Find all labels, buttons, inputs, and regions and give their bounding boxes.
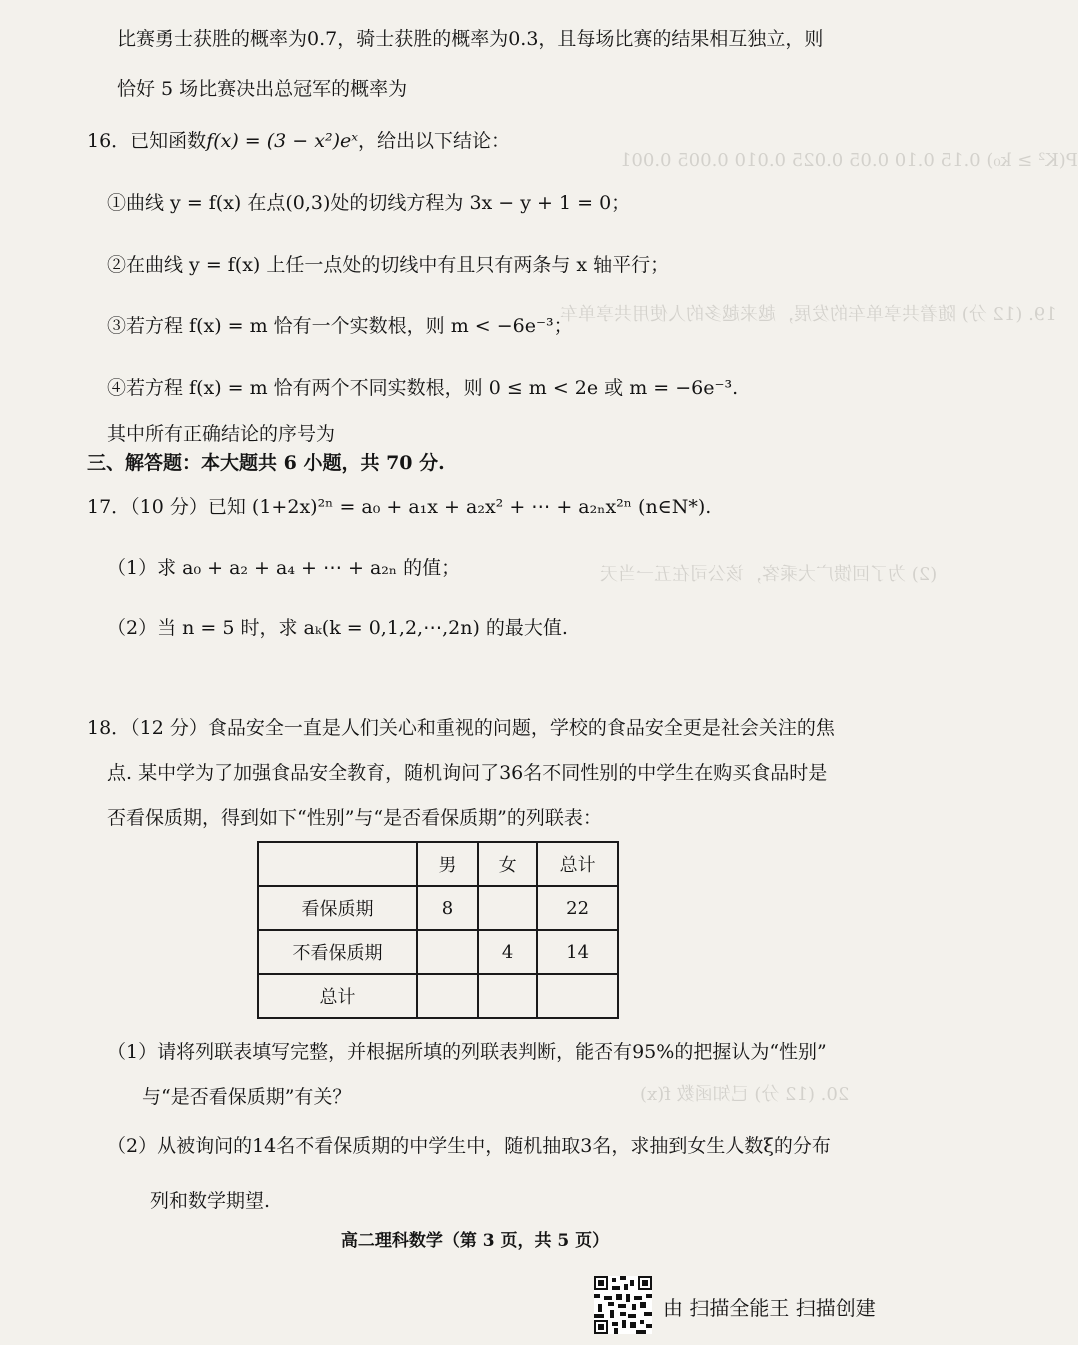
table-cell: [417, 974, 478, 1018]
q16-stem-suffix: ，给出以下结论：: [358, 130, 511, 152]
q16-stem-function: f(x) = (3 − x²)eˣ: [206, 130, 358, 152]
q18-line-2: 点. 某中学为了加强食品安全教育，随机询问了36名不同性别的中学生在购买食品时是: [107, 762, 828, 784]
table-cell: [478, 886, 537, 930]
table-row: [258, 974, 618, 1018]
table-header-cell: 女: [478, 842, 537, 886]
q17-stem: 17．（10 分）已知 (1+2x)²ⁿ = a₀ + a₁x + a₂x² + ⋯ + a₂ₙx²ⁿ (n∈N*).: [87, 496, 712, 518]
table-cell: [478, 974, 537, 1018]
q18-part-1-line-1: （1）请将列联表填写完整，并根据所填的列联表判断，能否有95%的把握认为“性别”: [107, 1041, 827, 1063]
q16-stem: [87, 128, 510, 154]
q16-item-3: ③若方程 f(x) = m 恰有一个实数根，则 m < −6e⁻³；: [107, 315, 573, 337]
bleed-through-text: 19. (12 分) 随着共享单车的发展，越来越多的人使用共享单车: [560, 304, 1057, 325]
q15-line-1: 比赛勇士获胜的概率为0.7，骑士获胜的概率为0.3，且每场比赛的结果相互独立，则: [117, 28, 824, 50]
q18-line-3: 否看保质期，得到如下“性别”与“是否看保质期”的列联表：: [107, 807, 602, 829]
section-heading: 三、解答题：本大题共 6 小题，共 70 分.: [87, 452, 445, 474]
table-header-cell: 男: [417, 842, 478, 886]
table-cell: 看保质期: [258, 886, 417, 930]
bleed-through-text: (2) 为了回馈广大乘客，该公司在五一当天: [600, 564, 938, 585]
q18-line-1: 18．（12 分）食品安全一直是人们关心和重视的问题，学校的食品安全更是社会关注的焦: [87, 717, 835, 739]
table-header-row: [258, 842, 618, 886]
page-footer: 高二理科数学（第 3 页，共 5 页）: [340, 1231, 610, 1251]
q16-closing: 其中所有正确结论的序号为: [107, 423, 336, 445]
contingency-table: [257, 841, 619, 1019]
q16-item-2: ②在曲线 y = f(x) 上任一点处的切线中有且只有两条与 x 轴平行；: [107, 254, 670, 276]
qr-code-icon: [594, 1276, 652, 1334]
bleed-through-text: P(K² ≥ k₀) 0.15 0.10 0.05 0.025 0.010 0.005 0.001: [620, 150, 1078, 171]
table-cell: 总计: [258, 974, 417, 1018]
table-header-cell: [258, 842, 417, 886]
q17-part-1: （1）求 a₀ + a₂ + a₄ + ⋯ + a₂ₙ 的值；: [107, 557, 461, 579]
table-row: [258, 886, 618, 930]
bleed-through-text: 20. (12 分) 已知函数 f(x): [640, 1084, 850, 1105]
q18-part-2-line-2: 列和数学期望.: [150, 1190, 271, 1212]
table-cell: 22: [537, 886, 618, 930]
table-cell: 4: [478, 930, 537, 974]
table-cell: 不看保质期: [258, 930, 417, 974]
q16-item-4: ④若方程 f(x) = m 恰有两个不同实数根，则 0 ≤ m < 2e 或 m = −6e⁻³.: [107, 377, 739, 399]
scanner-caption: 由 扫描全能王 扫描创建: [663, 1296, 876, 1320]
table-cell: 14: [537, 930, 618, 974]
q16-item-1: ①曲线 y = f(x) 在点(0,3)处的切线方程为 3x − y + 1 = 0；: [107, 192, 631, 214]
table-row: [258, 930, 618, 974]
q16-stem-prefix: 16．已知函数: [87, 130, 207, 152]
table-cell: [417, 930, 478, 974]
table-cell: [537, 974, 618, 1018]
table-header-cell: 总计: [537, 842, 618, 886]
table-cell: 8: [417, 886, 478, 930]
q15-line-2: 恰好 5 场比赛决出总冠军的概率为: [117, 78, 408, 100]
q18-part-1-line-2: 与“是否看保质期”有关？: [142, 1086, 352, 1108]
q17-part-2: （2）当 n = 5 时，求 aₖ(k = 0,1,2,⋯,2n) 的最大值.: [107, 617, 568, 639]
q18-part-2-line-1: （2）从被询问的14名不看保质期的中学生中，随机抽取3名，求抽到女生人数ξ的分布: [107, 1135, 831, 1157]
